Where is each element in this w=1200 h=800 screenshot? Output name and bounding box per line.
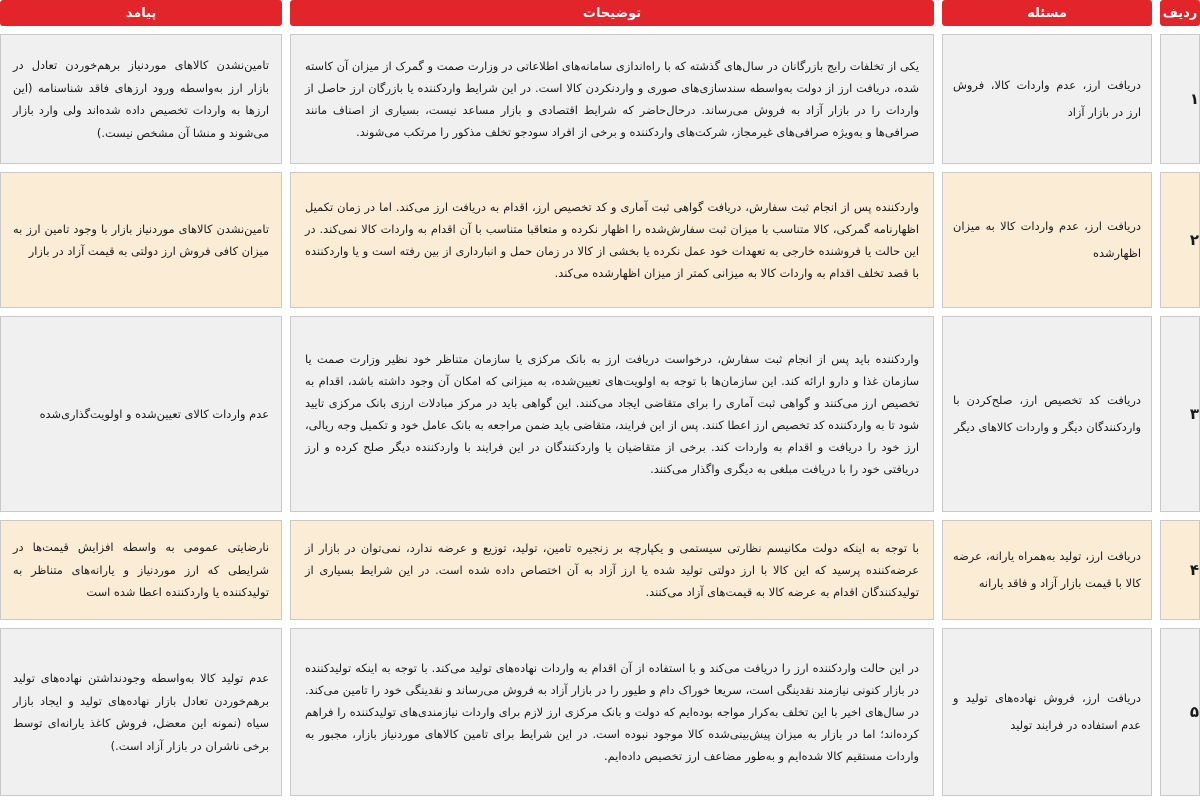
description-cell <box>290 628 934 796</box>
row-number <box>1160 520 1200 620</box>
row-number <box>1160 628 1200 796</box>
consequence-text: نارضایتی عمومی به واسطه افزایش قیمت‌ها در شرایطی که ارز موردنیاز و یارانه‌های متناظر به تولیدکننده یا واردکننده اعطا شده است <box>13 540 269 600</box>
issue-text: دریافت ارز، عدم واردات کالا به میزان اظهارشده <box>953 219 1141 260</box>
issue-cell <box>942 316 1152 512</box>
row-number-text: ۵ <box>1189 703 1199 721</box>
consequence-cell <box>0 520 282 620</box>
consequence-text: تامین‌نشدن کالاهای موردنیاز برهم‌خوردن تعادل در بازار ارز به‌واسطه ورود ارزهای فاقد شناسنامه (این ارزها به واردات تخصیص داده شده‌اند ولی وارد بازار می‌شوند و منشا آن مشخص نیست.) <box>13 58 269 140</box>
row-number <box>1160 172 1200 308</box>
description-text: در این حالت واردکننده ارز را دریافت می‌کند و با استفاده از آن اقدام به واردات نهاده‌های تولید می‌کند. با توجه به اینکه تولیدکننده در بازار کنونی نیازمند نقدینگی است، سریعا خوراک دام و طیور را در بازار آزاد به فروش می‌رساند و نقدینگی خود را تامین می‌کند. در سال‌های اخیر با این تخلف به‌کرار مواجه بوده‌ایم که دولت و بانک مرکزی ارز لازم برای واردات نیازمندی‌های تولیدکننده را فراهم کرده‌اند؛ اما در بازار به میزان پیش‌بینی‌شده کالا موجود نبوده است. در این شرایط برای تامین کالاهای موردنیاز بازار، مجبور به واردات مستقیم کالا شده‌ایم و به‌طور مضاعف ارز تخصیص داده‌ایم. <box>305 661 919 763</box>
row-number-text: ۲ <box>1189 231 1199 249</box>
description-cell <box>290 520 934 620</box>
header-row-number: ردیف <box>1160 0 1200 26</box>
description-text: واردکننده باید پس از انجام ثبت سفارش، درخواست دریافت ارز به بانک مرکزی یا سازمان متناظر خود نظیر وزارت صمت یا سازمان غذا و دارو ارائه کند. این سازمان‌ها با توجه به اولویت‌های تعیین‌شده، به میزانی که امکان آن وجود داشته باشد، اقدام به تخصیص ارز می‌کنند و گواهی ثبت آماری را برای متقاضی ایجاد می‌کنند. این گواهی باید در مرکز مبادلات ارزی بانک مرکزی تایید شود تا به واردکننده کد تخصیص ارز اعطا کنند. پس از این فرایند، متقاضی باید ضمن مراجعه به بانک عامل خود و تکمیل وجه ریالی، ارز خود را دریافت و اقدام به واردات کند. برخی از متقاضیان یا واردکنندگان در این فرایند با واردکننده دیگر صلح کرده و ارز دریافتی خود را با دریافت مبلغی به دیگری واگذار می‌کنند. <box>305 352 919 476</box>
consequence-cell <box>0 172 282 308</box>
row-number <box>1160 34 1200 164</box>
row-number-text: ۳ <box>1189 405 1199 423</box>
description-cell <box>290 316 934 512</box>
description-text: یکی از تخلفات رایج بازرگانان در سال‌های گذشته که با راه‌اندازی سامانه‌های اطلاعاتی در وزارت صمت و گمرک از میزان آن کاسته شده، دریافت ارز از دولت به‌واسطه سندسازی‌های صوری و واردنکردن کالا است. در این شرایط واردکننده یا بازرگان ارز حاصل از واردات را در بازار آزاد به فروش می‌رساند. درحال‌حاضر که شرایط اقتصادی و بازار مساعد نیست، بسیاری از اصناف مانند صرافی‌ها و به‌ویژه صرافی‌های غیرمجاز، شرکت‌های واردکننده و برخی از افراد سودجو تخلف مذکور را مرتکب می‌شوند. <box>305 59 919 139</box>
consequence-cell <box>0 34 282 164</box>
issue-cell <box>942 172 1152 308</box>
description-cell <box>290 172 934 308</box>
consequence-cell <box>0 628 282 796</box>
issue-text: دریافت ارز، عدم واردات کالا، فروش ارز در بازار آزاد <box>953 78 1141 119</box>
description-text: واردکننده پس از انجام ثبت سفارش، دریافت گواهی ثبت آماری و کد تخصیص ارز، اقدام به دریافت ارز می‌کند. اما در زمان تکمیل اظهارنامه گمرکی، کالا متناسب با میزان ثبت سفارش‌شده را اظهار نکرده و متعاقبا متناسب با آن اقدام به واردات کالا نمی‌کند. در این حالت یا فروشنده خارجی به تعهدات خود عمل نکرده یا بخشی از کالا در زمان حمل و انبارداری از بین رفته است و یا واردکننده با قصد تخلف اقدام به واردات کالا به میزانی کمتر از میزان اظهارشده می‌کند. <box>305 200 919 280</box>
header-issue: مسئله <box>942 0 1152 26</box>
header-description: توضیحات <box>290 0 934 26</box>
issue-text: دریافت کد تخصیص ارز، صلح‌کردن با واردکنندگان دیگر و واردات کالاهای دیگر <box>953 393 1141 434</box>
issue-cell <box>942 628 1152 796</box>
row-number-text: ۴ <box>1189 561 1199 579</box>
issue-text: دریافت ارز، تولید به‌همراه یارانه، عرضه کالا با قیمت بازار آزاد و فاقد یارانه <box>953 549 1141 590</box>
issue-cell <box>942 520 1152 620</box>
issue-cell <box>942 34 1152 164</box>
description-text: با توجه به اینکه دولت مکانیسم نظارتی سیستمی و یکپارچه بر زنجیره تامین، تولید، توزیع و عرضه ندارد، نمی‌توان در بازار از عرضه‌کننده پرسید که این کالا با ارز دولتی تولید شده یا ارز آزاد به آن اختصاص داده شده است. در این شرایط بسیاری از تولیدکنندگان اقدام به عرضه کالا به قیمت‌های آزاد می‌کنند. <box>305 541 919 599</box>
consequence-text: عدم تولید کالا به‌واسطه وجودنداشتن نهاده‌های تولید برهم‌خوردن تعادل بازار نهاده‌های تولید و ایجاد بازار سیاه (نمونه این معضل، فروش کاغذ یارانه‌ای توسط برخی ناشران در بازار آزاد است.) <box>13 671 269 753</box>
issue-text: دریافت ارز، فروش نهاده‌های تولید و عدم استفاده در فرایند تولید <box>953 691 1141 732</box>
row-number <box>1160 316 1200 512</box>
consequence-cell <box>0 316 282 512</box>
consequence-text: تامین‌نشدن کالاهای موردنیاز بازار با وجود تامین ارز به میزان کافی فروش ارز دولتی به قیمت آزاد در بازار <box>13 221 269 258</box>
consequence-text: عدم واردات کالای تعیین‌شده و اولویت‌گذاری‌شده <box>39 406 269 421</box>
description-cell <box>290 34 934 164</box>
header-consequence: پیامد <box>0 0 282 26</box>
row-number-text: ۱ <box>1189 90 1199 108</box>
